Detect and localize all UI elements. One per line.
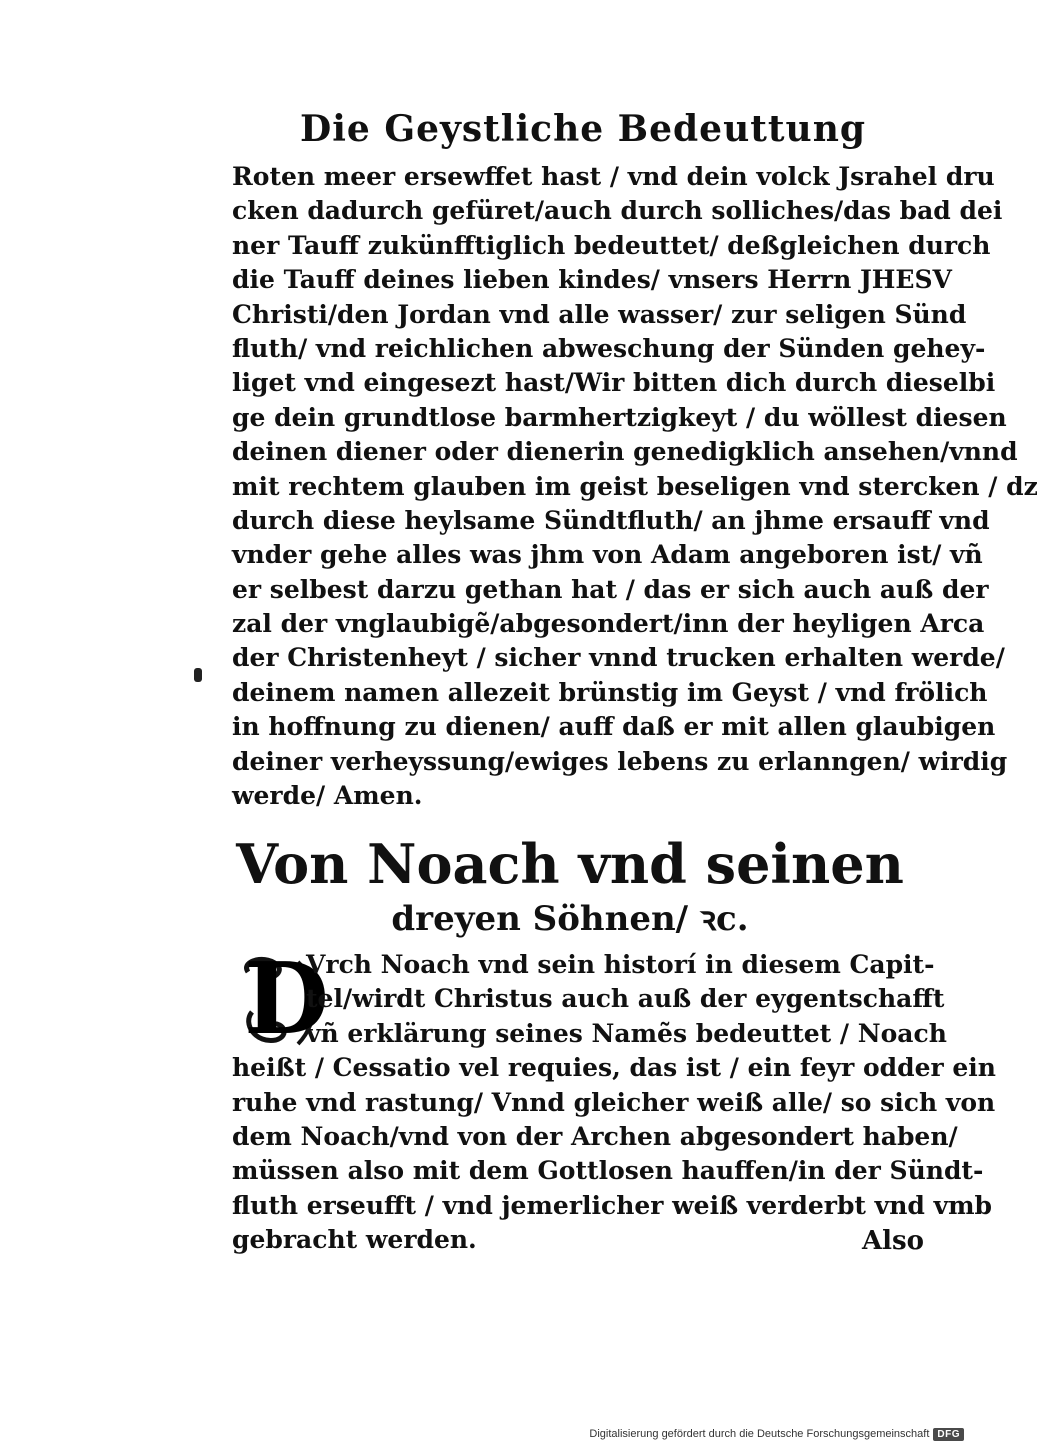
running-head: Die Geystliche Bedeuttung [300, 108, 867, 150]
text-line: dem Noach/vnd von der Archen abgesondert haben/ [232, 1121, 958, 1151]
text-line: cken dadurch gefüret/auch durch solliches/das bad dei [232, 196, 1003, 226]
text-line: deiner verheyssung/ewiges lebens zu erlanngen/ wirdig [232, 746, 1008, 776]
text-line: zal der vnglaubigẽ/abgesondert/inn der heyligen Arca [232, 609, 985, 639]
text-line: Vrch Noach vnd sein historí in diesem Capit- [306, 950, 935, 979]
margin-ink-mark [194, 668, 202, 682]
footer-credit-text: Digitalisierung gefördert durch die Deutsche Forschungsgemeinschaft [589, 1428, 930, 1440]
prayer-text-block [232, 160, 1038, 813]
section-heading: Von Noach vnd seinen [236, 832, 904, 896]
text-line: er selbest darzu gethan hat / das er sich auch auß der [232, 574, 989, 604]
text-line: ner Tauff zukünfftiglich bedeuttet/ deßgleichen durch [232, 230, 991, 260]
catchword: Also [861, 1226, 924, 1256]
text-line: gebracht werden. [232, 1225, 477, 1255]
text-line: vnder gehe alles was jhm von Adam angeboren ist/ vñ [232, 540, 983, 570]
text-line: Roten meer ersewffet hast / vnd dein volck Jsrahel dru [232, 162, 995, 191]
text-line: ruhe vnd rastung/ Vnnd gleicher weiß alle/ so sich von [232, 1087, 996, 1117]
text-line: werde/ Amen. [232, 781, 423, 811]
text-line: fluth/ vnd reichlichen abweschung der Sünden gehey- [232, 333, 986, 363]
digitization-footer [589, 1423, 964, 1445]
text-line: die Tauff deines lieben kindes/ vnsers Herrn JHESV [232, 265, 952, 295]
text-line: müssen also mit dem Gottlosen hauffen/in der Sündt- [232, 1156, 984, 1186]
text-line: deinem namen allezeit brünstig im Geyst / vnd frölich [232, 677, 988, 707]
text-line: der Christenheyt / sicher vnnd trucken erhalten werde/ [232, 643, 1005, 673]
text-line: fluth erseufft / vnd jemerlicher weiß verderbt vnd vmb [232, 1190, 993, 1220]
text-line: in hoffnung zu dienen/ auff daß er mit allen glaubigen [232, 712, 996, 742]
text-line: durch diese heylsame Sündtfluth/ an jhme ersauff vnd [232, 505, 990, 535]
text-line: heißt / Cessatio vel requies, das ist / ein feyr odder ein [232, 1053, 996, 1083]
text-line: liget vnd eingesezt hast/Wir bitten dich durch dieselbi [232, 368, 996, 398]
text-line: mit rechtem glauben im geist beseligen vnd stercken / dz [232, 471, 1038, 501]
text-line: deinen diener oder dienerin genedigklich ansehen/vnnd [232, 437, 1018, 467]
text-line: tel/wirdt Christus auch auß der eygentschafft [306, 984, 945, 1014]
decorated-initial-letter: D [244, 942, 329, 1057]
text-line: vñ erklärung seines Namẽs bedeuttet / Noach [306, 1018, 947, 1048]
section-subheading: dreyen Söhnen/ ꝛc. [391, 899, 749, 939]
chapter-text-block [232, 942, 996, 1258]
text-line: ge dein grundtlose barmhertzigkeyt / du wöllest diesen [232, 402, 1007, 432]
dfg-logo: DFG [933, 1428, 964, 1441]
text-line: Christi/den Jordan vnd alle wasser/ zur seligen Sünd [232, 299, 967, 329]
